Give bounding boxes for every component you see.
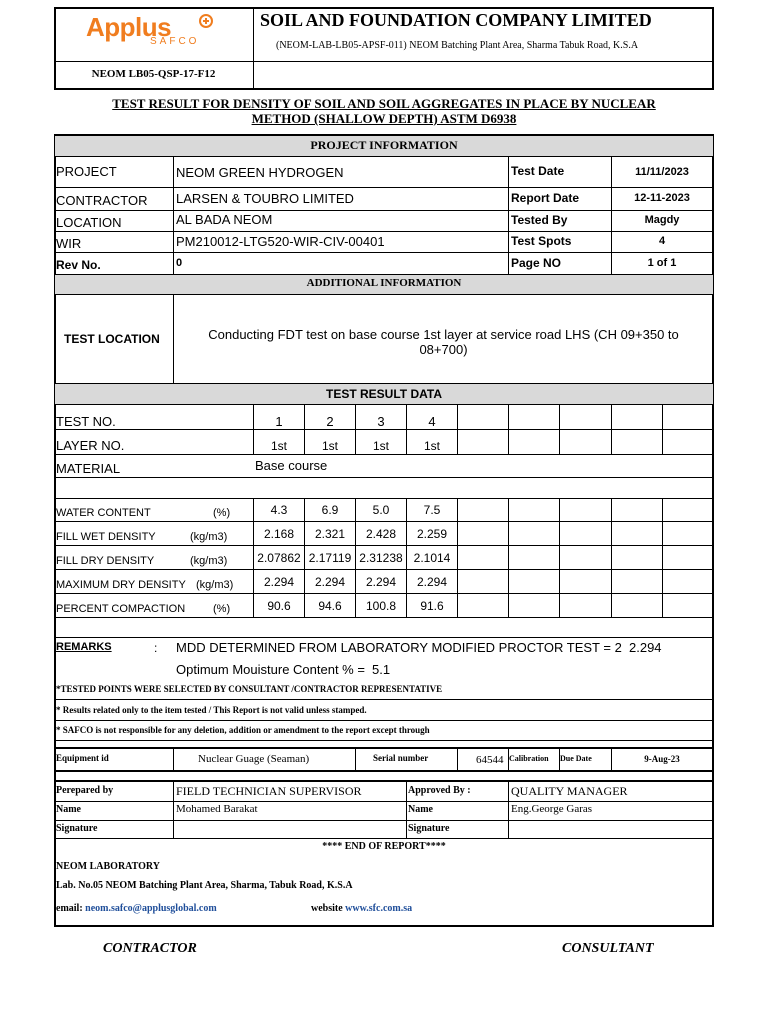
fill-wet-density-cell: 2.168	[263, 527, 295, 541]
max-dry-density-label: MAXIMUM DRY DENSITY	[56, 579, 186, 591]
fill-dry-density-cell: 2.1014	[413, 551, 451, 565]
header-divider	[253, 7, 254, 90]
col-line	[457, 498, 458, 617]
wir-value: PM210012-LTG520-WIR-CIV-00401	[176, 234, 385, 249]
consultant-signoff: CONSULTANT	[562, 941, 654, 956]
approved-name-label: Name	[408, 804, 433, 815]
col-line	[559, 498, 560, 617]
max-dry-density-unit: (kg/m3)	[196, 579, 234, 591]
project-value: NEOM GREEN HYDROGEN	[176, 165, 344, 180]
water-content-cell: 7.5	[423, 503, 441, 517]
row-line	[55, 187, 713, 188]
percent-compaction-unit: (%)	[213, 603, 231, 615]
row-line	[55, 780, 713, 782]
test-no-cell: 4	[428, 414, 436, 429]
test-date-value: 11/11/2023	[635, 166, 689, 178]
material-value: Base course	[255, 458, 328, 473]
approved-signature-label: Signature	[408, 823, 450, 834]
due-date-value: 9-Aug-23	[644, 754, 680, 764]
due-date-label: Due Date	[560, 754, 592, 763]
lab-address: Lab. No.05 NEOM Batching Plant Area, Sharma, Tabuk Road, K.S.A	[56, 880, 353, 891]
remarks-label: REMARKS	[56, 641, 112, 653]
remark-note-2: * Results related only to the item tested / This Report is not valid unless stamped.	[56, 705, 367, 715]
page-no-value: 1 of 1	[647, 257, 677, 269]
row-line	[55, 498, 713, 499]
fill-dry-density-cell: 2.07862	[257, 551, 301, 565]
prepared-by-label: Perepared by	[56, 785, 114, 796]
fill-dry-density-unit: (kg/m3)	[190, 555, 228, 567]
tested-by-label: Tested By	[511, 213, 568, 227]
contractor-label: CONTRACTOR	[56, 193, 148, 208]
water-content-cell: 6.9	[321, 503, 339, 517]
contractor-signoff: CONTRACTOR	[103, 941, 197, 956]
page-no-label: Page NO	[511, 256, 562, 270]
percent-compaction-cell: 100.8	[365, 599, 397, 613]
remark-note-3: * SAFCO is not responsible for any deletion, addition or amendment to the report except through	[56, 725, 430, 735]
test-date-label: Test Date	[511, 164, 565, 178]
approved-name-value: Eng.George Garas	[511, 803, 593, 815]
equipment-value: Nuclear Guage (Seaman)	[198, 753, 310, 765]
col-line	[662, 405, 663, 454]
row-line	[55, 477, 713, 478]
report-title-line1: TEST RESULT FOR DENSITY OF SOIL AND SOIL AGGREGATES IN PLACE BY NUCLEAR	[112, 96, 656, 111]
fill-wet-density-label: FILL WET DENSITY	[56, 531, 156, 543]
max-dry-density-cell: 2.294	[365, 575, 397, 589]
fill-wet-density-cell: 2.428	[365, 527, 397, 541]
location-label: LOCATION	[56, 215, 122, 230]
row-line	[55, 740, 713, 741]
fill-wet-density-cell: 2.259	[416, 527, 448, 541]
col-line	[406, 781, 407, 838]
test-location-line2: 08+700)	[419, 342, 468, 357]
row-line	[55, 521, 713, 522]
col-line	[173, 781, 174, 838]
email-row	[56, 904, 217, 914]
row-line	[55, 593, 713, 594]
row-line	[55, 231, 713, 232]
col-line	[355, 748, 356, 771]
col-line	[508, 157, 509, 274]
results-heading: TEST RESULT DATA	[326, 387, 442, 401]
remarks-colon: :	[154, 641, 158, 655]
percent-compaction-cell: 91.6	[420, 599, 444, 613]
col-line	[611, 405, 612, 454]
omc-text: Optimum Mouisture Content % =	[176, 662, 365, 677]
water-content-cell: 4.3	[270, 503, 288, 517]
col-line	[173, 748, 174, 771]
prepared-by-value: FIELD TECHNICIAN SUPERVISOR	[176, 784, 362, 798]
approved-by-label: Approved By :	[408, 785, 471, 796]
percent-compaction-cell: 90.6	[267, 599, 291, 613]
prepared-signature-label: Signature	[56, 823, 98, 834]
calibration-label: Calibration	[509, 754, 549, 763]
project-label: PROJECT	[56, 164, 117, 179]
equipment-label: Equipment id	[56, 753, 109, 763]
row-line	[55, 699, 713, 700]
test-no-cell: 1	[275, 414, 283, 429]
serial-value: 64544	[476, 754, 504, 766]
max-dry-density-cell: 2.294	[263, 575, 295, 589]
tested-by-value: Magdy	[644, 214, 680, 226]
remark-note-1: *TESTED POINTS WERE SELECTED BY CONSULTANT /CONTRACTOR REPRESENTATIVE	[56, 684, 443, 694]
row-line	[55, 820, 713, 821]
test-location-value	[174, 327, 713, 357]
prepared-name-value: Mohamed Barakat	[176, 803, 258, 815]
col-line	[559, 405, 560, 454]
row-line	[55, 454, 713, 455]
prepared-name-label: Name	[56, 804, 81, 815]
layer-cell: 1st	[270, 439, 287, 453]
material-label: MATERIAL	[56, 461, 121, 476]
fill-dry-density-cell: 2.31238	[359, 551, 403, 565]
max-dry-density-cell: 2.294	[416, 575, 448, 589]
row-line	[55, 252, 713, 253]
rev-value: 0	[176, 257, 183, 269]
max-dry-density-cell: 2.294	[314, 575, 346, 589]
test-spots-label: Test Spots	[511, 234, 572, 248]
mdd-value: 2.294	[629, 640, 662, 655]
website-link[interactable]: www.sfc.com.sa	[345, 903, 413, 914]
row-line	[55, 545, 713, 546]
water-content-unit: (%)	[213, 507, 231, 519]
fill-dry-density-label: FILL DRY DENSITY	[56, 555, 155, 567]
percent-compaction-cell: 94.6	[318, 599, 342, 613]
mdd-text: MDD DETERMINED FROM LABORATORY MODIFIED PROCTOR TEST = 2	[176, 640, 622, 655]
row-line	[55, 801, 713, 802]
col-line	[457, 748, 458, 771]
col-line	[611, 498, 612, 617]
location-value: AL BADA NEOM	[176, 212, 273, 227]
email-link[interactable]: neom.safco@applusglobal.com	[85, 903, 217, 914]
logo-wordmark: Applus	[86, 12, 172, 42]
test-no-label: TEST NO.	[56, 414, 116, 429]
row-line	[55, 429, 713, 430]
report-date-label: Report Date	[511, 191, 580, 205]
test-no-cell: 2	[326, 414, 334, 429]
report-title	[40, 97, 728, 125]
contractor-value: LARSEN & TOUBRO LIMITED	[176, 191, 354, 206]
company-address: (NEOM-LAB-LB05-APSF-011) NEOM Batching Plant Area, Sharma Tabuk Road, K.S.A	[276, 40, 639, 51]
col-line	[457, 405, 458, 454]
test-spots-value: 4	[658, 235, 666, 247]
logo-plus-icon	[199, 14, 213, 28]
row-line	[55, 569, 713, 570]
row-line	[55, 210, 713, 211]
rev-label: Rev No.	[56, 258, 101, 272]
row-line	[55, 637, 713, 638]
fill-wet-density-cell: 2.321	[314, 527, 346, 541]
serial-label: Serial number	[373, 753, 429, 763]
report-title-line2: METHOD (SHALLOW DEPTH) ASTM D6938	[251, 111, 517, 126]
end-of-report: **** END OF REPORT****	[322, 841, 446, 852]
project-info-heading: PROJECT INFORMATION	[310, 138, 458, 152]
company-name: SOIL AND FOUNDATION COMPANY LIMITED	[260, 10, 652, 30]
wir-label: WIR	[56, 236, 82, 251]
water-content-cell: 5.0	[372, 503, 390, 517]
col-line	[508, 405, 509, 454]
row-line	[55, 720, 713, 721]
header-hline	[54, 61, 714, 62]
col-line	[662, 498, 663, 617]
additional-info-heading: ADDITIONAL INFORMATION	[306, 277, 462, 289]
water-content-label: WATER CONTENT	[56, 507, 151, 519]
col-line	[508, 498, 509, 617]
report-date-value: 12-11-2023	[634, 192, 690, 204]
test-no-cell: 3	[377, 414, 385, 429]
test-location-line1: Conducting FDT test on base course 1st layer at service road LHS (CH 09+350 to	[208, 327, 679, 342]
test-location-label: TEST LOCATION	[64, 332, 160, 346]
fill-wet-density-unit: (kg/m3)	[190, 531, 228, 543]
row-line	[55, 838, 713, 839]
layer-cell: 1st	[372, 439, 389, 453]
logo-subtitle: SAFCO	[150, 36, 200, 47]
approved-by-value: QUALITY MANAGER	[511, 784, 628, 798]
email-label: email:	[56, 903, 83, 914]
percent-compaction-label: PERCENT COMPACTION	[56, 603, 186, 615]
layer-cell: 1st	[423, 439, 440, 453]
fill-dry-density-cell: 2.17119	[308, 551, 352, 565]
website-label: website	[311, 903, 343, 914]
col-line	[508, 781, 509, 838]
document-code: NEOM LB05-QSP-17-F12	[91, 68, 216, 80]
lab-name: NEOM LABORATORY	[56, 861, 161, 872]
omc-value: 5.1	[372, 662, 391, 677]
website-row	[311, 904, 412, 914]
layer-no-label: LAYER NO.	[56, 438, 125, 453]
row-line	[55, 617, 713, 618]
col-line	[173, 157, 174, 274]
layer-cell: 1st	[321, 439, 338, 453]
